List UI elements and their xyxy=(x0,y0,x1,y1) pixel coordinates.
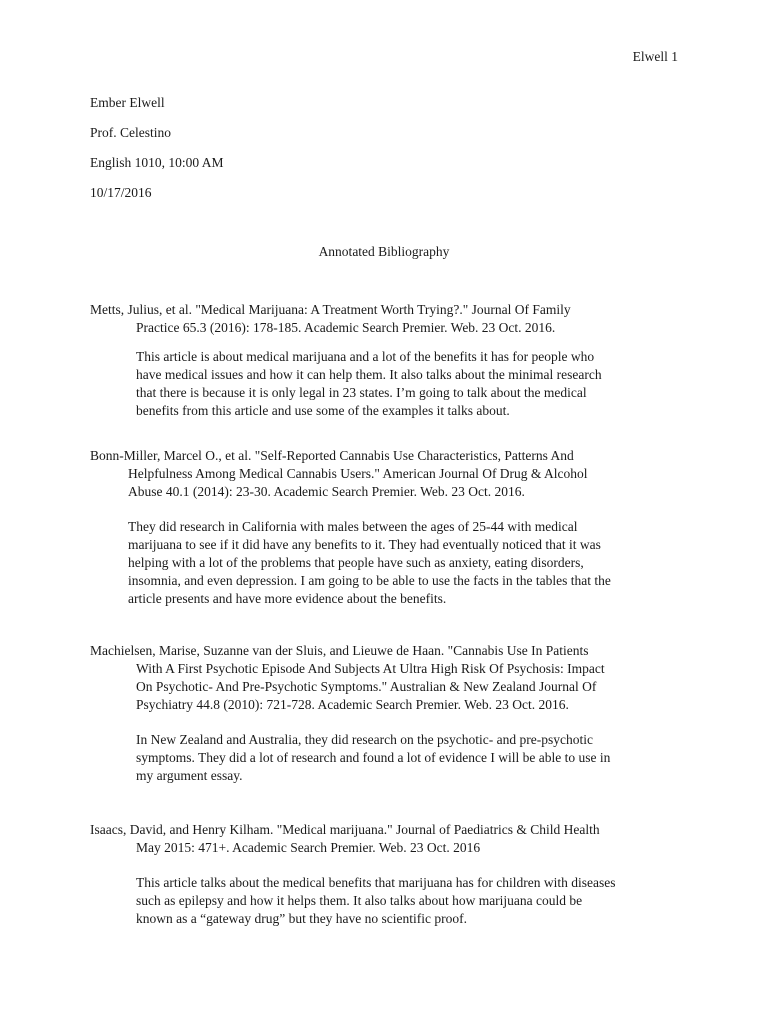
bibliography-entry xyxy=(90,642,680,785)
annotation-line: such as epilepsy and how it helps them. It also talks about how marijuana could be xyxy=(136,893,583,908)
citation-line: On Psychotic- And Pre-Psychotic Symptoms." Australian & New Zealand Journal Of xyxy=(136,679,597,694)
citation-line: May 2015: 471+. Academic Search Premier. Web. 23 Oct. 2016 xyxy=(136,840,481,855)
annotation-line: that there is because it is only legal in 23 states. I’m going to talk about the medical xyxy=(136,385,587,400)
citation-line: Practice 65.3 (2016): 178-185. Academic Search Premier. Web. 23 Oct. 2016. xyxy=(136,320,556,335)
date: 10/17/2016 xyxy=(90,185,152,200)
annotation-line: my argument essay. xyxy=(136,768,243,783)
bibliography-entry xyxy=(90,447,680,608)
citation-line: With A First Psychotic Episode And Subjects At Ultra High Risk Of Psychosis: Impact xyxy=(136,661,605,676)
citation-line: Abuse 40.1 (2014): 23-30. Academic Search Premier. Web. 23 Oct. 2016. xyxy=(128,484,525,499)
bibliography-entry xyxy=(90,821,680,928)
annotation xyxy=(90,518,680,608)
annotation-line: article presents and have more evidence about the benefits. xyxy=(128,591,447,606)
professor-name: Prof. Celestino xyxy=(90,125,171,140)
annotation-line: known as a “gateway drug” but they have no scientific proof. xyxy=(136,911,468,926)
annotation-line: benefits from this article and use some of the examples it talks about. xyxy=(136,403,510,418)
annotation-line: helping with a lot of the problems that people have such as anxiety, eating disorders, xyxy=(128,555,584,570)
annotation xyxy=(90,348,680,420)
annotation xyxy=(90,874,680,928)
student-name: Ember Elwell xyxy=(90,95,165,110)
annotation-line: symptoms. They did a lot of research and found a lot of evidence I will be able to use in xyxy=(136,750,611,765)
citation xyxy=(90,301,680,337)
annotation-line: In New Zealand and Australia, they did research on the psychotic- and pre-psychotic xyxy=(136,732,593,747)
annotation-line: insomnia, and even depression. I am going to be able to use the facts in the tables that the xyxy=(128,573,611,588)
mla-heading xyxy=(90,94,224,214)
citation-line: Metts, Julius, et al. "Medical Marijuana: A Treatment Worth Trying?." Journal Of Family xyxy=(90,302,571,317)
bibliography-entry xyxy=(90,301,680,420)
annotation-line: This article is about medical marijuana and a lot of the benefits it has for people who xyxy=(136,349,595,364)
citation-line: Helpfulness Among Medical Cannabis Users." American Journal Of Drug & Alcohol xyxy=(128,466,588,481)
citation xyxy=(90,642,680,714)
annotation-line: have medical issues and how it can help them. It also talks about the minimal research xyxy=(136,367,602,382)
annotation-line: They did research in California with males between the ages of 25-44 with medical xyxy=(128,519,578,534)
course-info: English 1010, 10:00 AM xyxy=(90,155,224,170)
annotation-line: marijuana to see if it did have any benefits to it. They had eventually noticed that it was xyxy=(128,537,601,552)
citation-line: Bonn-Miller, Marcel O., et al. "Self-Reported Cannabis Use Characteristics, Patterns And xyxy=(90,448,574,463)
annotation xyxy=(90,731,680,785)
document-title: Annotated Bibliography xyxy=(318,244,450,259)
citation-line: Machielsen, Marise, Suzanne van der Sluis, and Lieuwe de Haan. "Cannabis Use In Patients xyxy=(90,643,589,658)
citation xyxy=(90,447,680,501)
annotation-line: This article talks about the medical benefits that marijuana has for children with diseases xyxy=(136,875,616,890)
page-number-header: Elwell 1 xyxy=(632,49,678,64)
citation-line: Psychiatry 44.8 (2010): 721-728. Academic Search Premier. Web. 23 Oct. 2016. xyxy=(136,697,569,712)
citation xyxy=(90,821,680,857)
citation-line: Isaacs, David, and Henry Kilham. "Medical marijuana." Journal of Paediatrics & Child Health xyxy=(90,822,600,837)
